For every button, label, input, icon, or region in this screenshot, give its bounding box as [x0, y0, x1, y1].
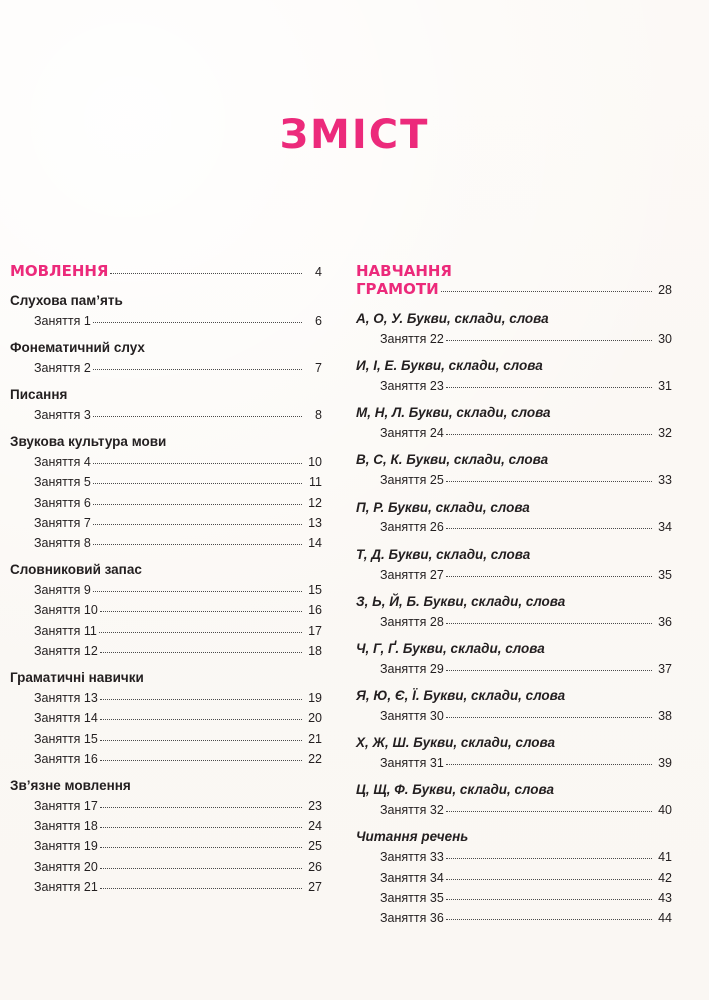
group-title: Т, Д. Букви, склади, слова — [356, 546, 531, 562]
section-heading-label-line1: НАВЧАННЯ — [356, 262, 452, 280]
toc-entry-page-number: 39 — [658, 756, 672, 771]
toc-entry-page-number: 12 — [308, 495, 322, 510]
toc-entry-label: Заняття 30 — [380, 708, 444, 723]
toc-entry[interactable] — [10, 708, 322, 728]
toc-entry[interactable] — [356, 888, 672, 908]
toc-entry[interactable] — [10, 358, 322, 378]
toc-entry-page-number: 37 — [658, 661, 672, 676]
toc-entry-page-number: 14 — [308, 536, 322, 550]
toc-entry-page-number: 32 — [658, 426, 672, 441]
leader-dots — [93, 544, 302, 545]
toc-entry-page-number: 15 — [308, 583, 322, 598]
leader-dots — [446, 899, 652, 900]
toc-entry-page-number: 44 — [658, 911, 672, 926]
leader-dots — [110, 273, 302, 274]
toc-entry[interactable] — [10, 580, 322, 600]
toc-entry-page-number: 41 — [658, 850, 672, 865]
toc-entry[interactable] — [10, 796, 322, 816]
toc-entry-label: Заняття 7 — [34, 515, 91, 530]
toc-entry-page-number: 20 — [308, 711, 322, 726]
leader-dots — [100, 652, 302, 653]
leader-dots — [100, 699, 302, 700]
toc-entry-page-number: 24 — [308, 819, 322, 834]
toc-entry[interactable] — [356, 470, 672, 490]
toc-entry-page-number: 19 — [308, 691, 322, 705]
group-title: Граматичні навички — [10, 670, 144, 686]
toc-entry-label: Заняття 6 — [34, 495, 91, 510]
leader-dots — [100, 740, 302, 741]
toc-entry[interactable] — [356, 847, 672, 867]
leader-dots — [100, 888, 302, 889]
group-title: Ч, Г, Ґ. Букви, склади, слова — [356, 640, 545, 656]
leader-dots — [93, 591, 302, 592]
toc-entry-label: Заняття 13 — [34, 691, 98, 705]
toc-entry-label: Заняття 5 — [34, 475, 91, 490]
section-heading-movlennya[interactable] — [10, 262, 322, 281]
toc-entry[interactable] — [10, 452, 322, 472]
contents-column-left — [0, 262, 354, 928]
toc-entry-page-number: 18 — [308, 643, 322, 658]
leader-dots — [93, 463, 302, 464]
toc-entry-page-number: 11 — [309, 475, 322, 490]
toc-entry-page-number: 36 — [658, 614, 672, 629]
toc-entry[interactable] — [10, 877, 322, 897]
group-title: Читання речень — [356, 829, 469, 845]
contents-columns — [0, 262, 709, 928]
toc-entry-page-number: 22 — [308, 751, 322, 766]
toc-entry-label: Заняття 29 — [380, 661, 444, 676]
leader-dots — [446, 717, 652, 718]
toc-entry-page-number: 34 — [658, 520, 672, 535]
toc-entry-label: Заняття 33 — [380, 850, 444, 865]
toc-entry[interactable] — [356, 423, 672, 443]
toc-entry-label: Заняття 24 — [380, 426, 444, 441]
section-heading-navchannya-gramoty[interactable] — [356, 262, 672, 280]
toc-entry[interactable] — [10, 688, 322, 708]
toc-entry[interactable] — [10, 600, 322, 620]
section-heading-label-line2: ГРАМОТИ — [356, 280, 439, 299]
toc-entry-page-number: 27 — [308, 879, 322, 894]
group-title: М, Н, Л. Букви, склади, слова — [356, 405, 551, 421]
toc-entry[interactable] — [356, 376, 672, 396]
toc-entry[interactable] — [356, 908, 672, 928]
leader-dots — [100, 847, 302, 848]
right-group-list — [356, 311, 672, 928]
toc-entry-label: Заняття 11 — [34, 623, 97, 638]
toc-entry-label: Заняття 15 — [34, 731, 98, 746]
group-title: Слухова пам’ять — [10, 292, 123, 308]
leader-dots — [100, 760, 302, 761]
toc-entry-page-number: 21 — [308, 731, 322, 746]
toc-entry[interactable] — [356, 706, 672, 726]
toc-entry[interactable] — [356, 329, 672, 349]
toc-entry-label: Заняття 26 — [380, 520, 444, 535]
toc-entry-label: Заняття 17 — [34, 798, 98, 813]
toc-entry-label: Заняття 28 — [380, 614, 444, 629]
toc-entry-label: Заняття 21 — [34, 879, 98, 894]
page-title: ЗМІСТ — [279, 112, 430, 158]
group-title: Звукова культура мови — [10, 434, 167, 450]
leader-dots — [441, 291, 652, 292]
toc-entry-label: Заняття 23 — [380, 379, 444, 394]
leader-dots — [446, 434, 652, 435]
toc-entry[interactable] — [10, 749, 322, 769]
toc-entry-label: Заняття 8 — [34, 536, 91, 550]
group-title: А, О, У. Букви, склади, слова — [356, 311, 549, 327]
toc-entry-page-number: 8 — [315, 407, 322, 422]
toc-entry-page-number: 31 — [658, 379, 672, 394]
toc-entry-page-number: 6 — [315, 313, 322, 328]
toc-entry-label: Заняття 4 — [34, 455, 91, 469]
toc-entry[interactable] — [10, 513, 322, 533]
section-heading-navchannya-gramoty-line2[interactable] — [356, 280, 672, 299]
group-title: В, С, К. Букви, склади, слова — [356, 452, 549, 468]
leader-dots — [446, 387, 652, 388]
toc-entry[interactable] — [356, 612, 672, 632]
group-title: Ц, Щ, Ф. Букви, склади, слова — [356, 782, 555, 798]
toc-entry[interactable] — [10, 729, 322, 749]
group-title: Я, Ю, Є, Ї. Букви, склади, слова — [356, 688, 566, 704]
toc-entry-page-number: 40 — [658, 803, 672, 818]
leader-dots — [446, 481, 652, 482]
toc-entry-label: Заняття 18 — [34, 819, 98, 834]
leader-dots — [93, 483, 302, 484]
leader-dots — [446, 919, 652, 920]
section-page-number: 28 — [658, 283, 672, 298]
leader-dots — [446, 576, 652, 577]
leader-dots — [100, 807, 302, 808]
toc-entry[interactable] — [10, 533, 322, 553]
toc-entry-label: Заняття 27 — [380, 567, 444, 582]
group-title: Писання — [10, 387, 68, 402]
toc-entry-label: Заняття 19 — [34, 839, 98, 854]
leader-dots — [93, 504, 302, 505]
toc-entry-label: Заняття 25 — [380, 473, 444, 488]
toc-entry-label: Заняття 1 — [34, 313, 91, 328]
toc-entry-label: Заняття 9 — [34, 583, 91, 598]
leader-dots — [100, 719, 302, 720]
group-title: П, Р. Букви, склади, слова — [356, 499, 530, 515]
toc-entry-label: Заняття 31 — [380, 756, 444, 771]
toc-entry-label: Заняття 32 — [380, 803, 444, 818]
leader-dots — [100, 611, 302, 612]
toc-entry-page-number: 23 — [308, 798, 322, 813]
toc-entry-page-number: 26 — [308, 859, 322, 874]
toc-entry[interactable] — [356, 868, 672, 888]
leader-dots — [100, 868, 302, 869]
toc-entry[interactable] — [356, 517, 672, 537]
left-group-list — [10, 293, 322, 897]
toc-entry[interactable] — [10, 472, 322, 492]
contents-column-right — [354, 262, 708, 928]
leader-dots — [93, 322, 302, 323]
toc-entry[interactable] — [356, 659, 672, 679]
toc-entry-label: Заняття 35 — [380, 890, 444, 905]
toc-entry-label: Заняття 22 — [380, 331, 444, 346]
group-title: Словниковий запас — [10, 562, 142, 578]
toc-entry-page-number: 42 — [658, 870, 672, 885]
leader-dots — [446, 340, 652, 341]
toc-entry[interactable] — [10, 405, 322, 425]
toc-entry[interactable] — [10, 621, 322, 641]
toc-entry-label: Заняття 10 — [34, 603, 98, 618]
toc-entry-page-number: 17 — [308, 623, 322, 638]
group-title: З, Ь, Й, Б. Букви, склади, слова — [356, 593, 566, 609]
toc-entry[interactable] — [356, 800, 672, 820]
toc-entry-page-number: 13 — [308, 515, 322, 530]
leader-dots — [446, 764, 652, 765]
toc-entry[interactable] — [10, 493, 322, 513]
leader-dots — [446, 670, 652, 671]
leader-dots — [100, 827, 302, 828]
toc-entry-page-number: 33 — [658, 473, 672, 488]
toc-entry-label: Заняття 2 — [34, 360, 91, 375]
toc-entry-label: Заняття 20 — [34, 859, 98, 874]
group-title: И, І, Е. Букви, склади, слова — [356, 358, 543, 374]
toc-entry-page-number: 25 — [308, 839, 322, 854]
toc-entry[interactable] — [10, 816, 322, 836]
leader-dots — [99, 632, 302, 633]
toc-entry-page-number: 43 — [658, 890, 672, 905]
toc-entry-label: Заняття 12 — [34, 643, 98, 658]
toc-entry-label: Заняття 16 — [34, 751, 98, 766]
leader-dots — [446, 858, 652, 859]
group-title: Зв’язне мовлення — [10, 778, 131, 793]
leader-dots — [446, 528, 652, 529]
toc-entry[interactable] — [10, 641, 322, 661]
toc-entry[interactable] — [10, 857, 322, 877]
section-page-number: 4 — [315, 265, 322, 279]
toc-entry-page-number: 16 — [308, 603, 322, 618]
section-heading-label: МОВЛЕННЯ — [10, 262, 109, 280]
toc-entry-page-number: 30 — [658, 331, 672, 346]
toc-entry-page-number: 7 — [315, 360, 322, 375]
toc-entry[interactable] — [10, 311, 322, 331]
group-title: Х, Ж, Ш. Букви, склади, слова — [356, 735, 556, 751]
toc-entry-label: Заняття 36 — [380, 911, 444, 926]
toc-entry-page-number: 10 — [308, 455, 322, 469]
leader-dots — [93, 369, 302, 370]
toc-entry-page-number: 38 — [658, 708, 672, 723]
toc-entry-label: Заняття 34 — [380, 870, 444, 885]
toc-entry[interactable] — [356, 565, 672, 585]
toc-entry[interactable] — [356, 753, 672, 773]
toc-entry-label: Заняття 14 — [34, 711, 98, 726]
toc-entry-page-number: 35 — [658, 567, 672, 582]
leader-dots — [446, 879, 652, 880]
leader-dots — [93, 524, 302, 525]
toc-entry-label: Заняття 3 — [34, 407, 91, 422]
leader-dots — [93, 416, 302, 417]
toc-entry[interactable] — [10, 836, 322, 856]
group-title: Фонематичний слух — [10, 339, 145, 355]
leader-dots — [446, 623, 652, 624]
leader-dots — [446, 811, 652, 812]
